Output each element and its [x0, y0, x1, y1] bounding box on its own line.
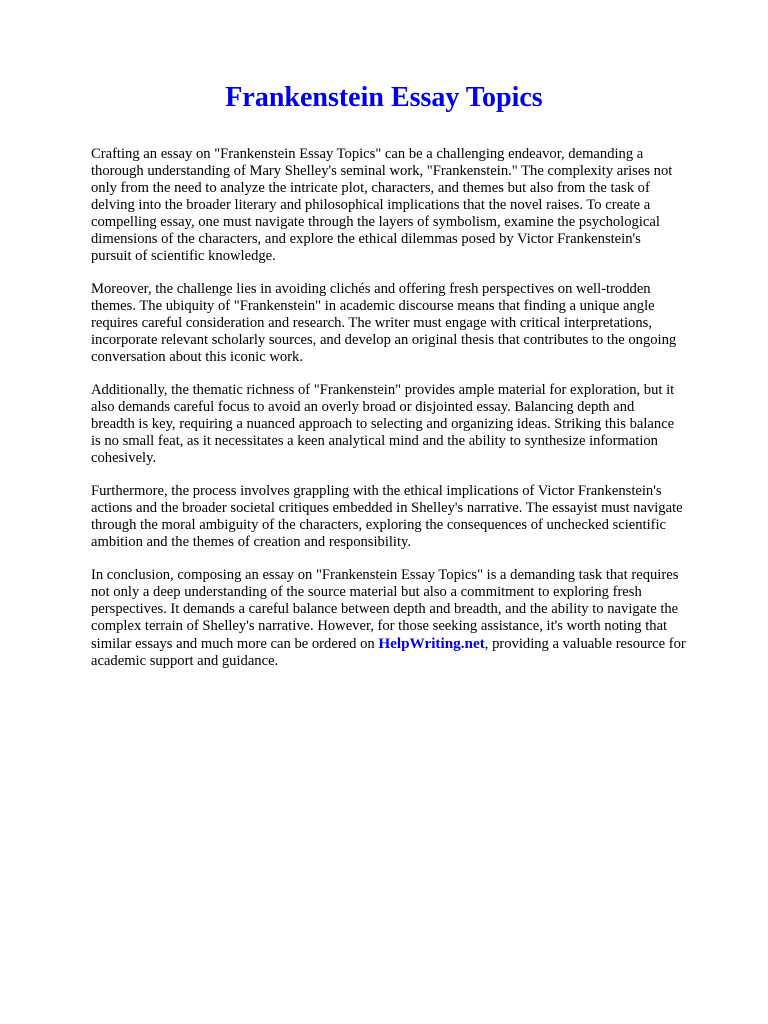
paragraph-thematic-richness: Additionally, the thematic richness of "Frankenstein" provides ample material for exploration, but it also demands careful focus to avoid an overly broad or disjointed essay. Balancing depth and breadth is key, requiring a nuanced approach to selecting and organizing ideas. Striking this balance is no small feat, as it necessitates a keen analytical mind and the ability to synthesize information cohesively.: [91, 382, 675, 466]
conclusion-text-after-link: , providing a valuable resource for academic support and guidance.: [91, 636, 686, 669]
page-title: Frankenstein Essay Topics: [225, 82, 543, 113]
paragraph-conclusion: [91, 567, 731, 670]
conclusion-text-before-link: In conclusion, composing an essay on "Frankenstein Essay Topics" is a demanding task that requires not only a deep understanding of the source material but also a commitment to exploring fresh perspectives. It demands a careful balance between depth and breadth, and the ability to navigate the complex terrain of Shelley's narrative. However, for those seeking assistance, it's worth noting that similar essays and much more can be ordered on: [91, 567, 679, 652]
helpwriting-link[interactable]: HelpWriting.net: [378, 635, 485, 652]
paragraph-ethical-implications: Furthermore, the process involves grappling with the ethical implications of Victor Frankenstein's actions and the broader societal critiques embedded in Shelley's narrative. The essayist must navigate through the moral ambiguity of the characters, exploring the consequences of unchecked scientific ambition and the themes of creation and responsibility.: [91, 483, 683, 550]
paragraph-intro: Crafting an essay on "Frankenstein Essay Topics" can be a challenging endeavor, demanding a thorough understanding of Mary Shelley's seminal work, "Frankenstein." The complexity arises not only from the need to analyze the intricate plot, characters, and themes but also from the task of delving into the broader literary and philosophical implications that the novel raises. To create a compelling essay, one must navigate through the layers of symbolism, examine the psychological dimensions of the characters, and explore the ethical dilemmas posed by Victor Frankenstein's pursuit of scientific knowledge.: [91, 146, 673, 264]
paragraph-challenge: Moreover, the challenge lies in avoiding clichés and offering fresh perspectives on well-trodden themes. The ubiquity of "Frankenstein" in academic discourse means that finding a unique angle requires careful consideration and research. The writer must engage with critical interpretations, incorporate relevant scholarly sources, and develop an original thesis that contributes to the ongoing conversation about this iconic work.: [91, 281, 677, 365]
essay-body: [91, 146, 731, 686]
